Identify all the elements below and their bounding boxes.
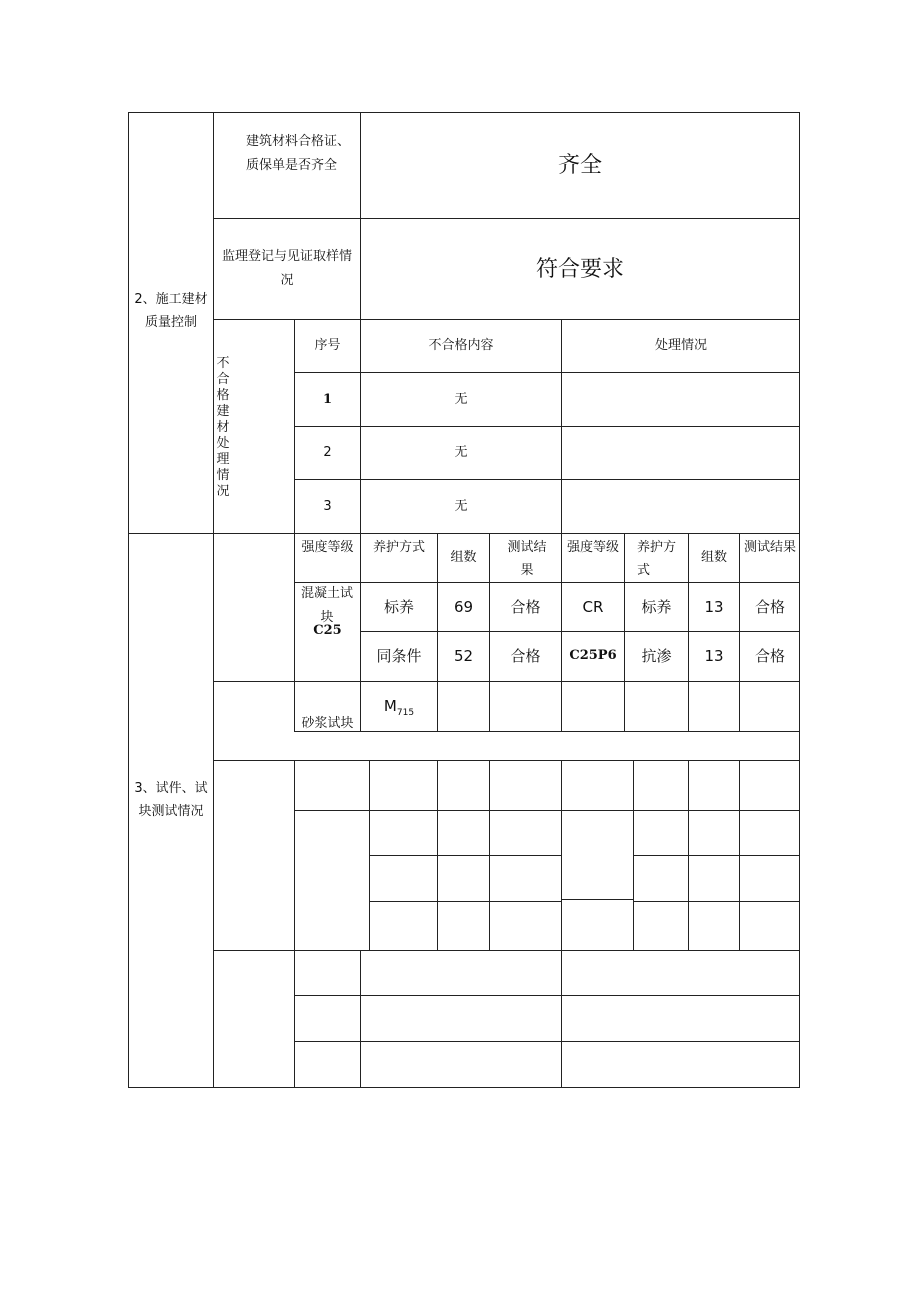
nc-header-no: 序号 [314,338,341,353]
witness-value: 符合要求 [535,257,624,282]
mortar-grade: $M_{715}$ [383,697,415,718]
witness-label: 监理登记与见证取样情况 [221,249,352,288]
concrete-header: 测试结果 [507,540,547,578]
nc-row-content: 无 [454,499,468,514]
concrete-header: 强度等级 [566,540,619,555]
concrete-result: 合格 [510,647,541,665]
concrete-result: 合格 [510,598,541,616]
concrete-count-right: 13 [704,647,724,665]
concrete-header: 强度等级 [301,540,354,555]
concrete-cure: 同条件 [376,647,422,665]
cert-value: 齐全 [557,153,602,178]
concrete-count-right: 13 [704,598,724,616]
concrete-result-right: 合格 [754,598,785,616]
concrete-grade-right: C25P6 [569,648,617,663]
concrete-label: 混凝土试块 [300,586,353,625]
concrete-count: 69 [453,598,474,616]
concrete-header: 测试结果 [743,540,796,555]
nc-row-no: 3 [323,499,332,514]
concrete-header: 养护方式 [637,540,677,578]
concrete-grade: C25 [313,623,342,638]
concrete-cure-right: 抗渗 [641,647,672,665]
concrete-result-right: 合格 [754,647,785,665]
concrete-cure-right: 标养 [641,598,672,616]
section3-title: 3、试件、试块测试情况 [134,781,208,819]
cert-label: 建筑材料合格证、质保单是否齐全 [246,134,351,173]
nc-material-label: 不合格建材处理情况 [216,356,230,499]
concrete-header: 组数 [700,550,727,565]
nc-header-content: 不合格内容 [428,338,494,353]
nc-row-content: 无 [454,392,468,407]
section2-title: 2、施工建材质量控制 [134,292,208,330]
nc-header-handling: 处理情况 [654,338,707,353]
concrete-header: 养护方式 [372,540,425,555]
concrete-count: 52 [453,647,474,665]
concrete-header: 组数 [450,550,477,565]
nc-row-no: 2 [323,445,332,460]
nc-row-no: 1 [322,392,333,407]
concrete-grade-right: CR [582,598,604,616]
concrete-cure: 标养 [383,598,414,616]
mortar-label: 砂浆试块 [301,716,354,731]
nc-row-content: 无 [454,445,468,460]
quality-control-table [128,112,800,1088]
